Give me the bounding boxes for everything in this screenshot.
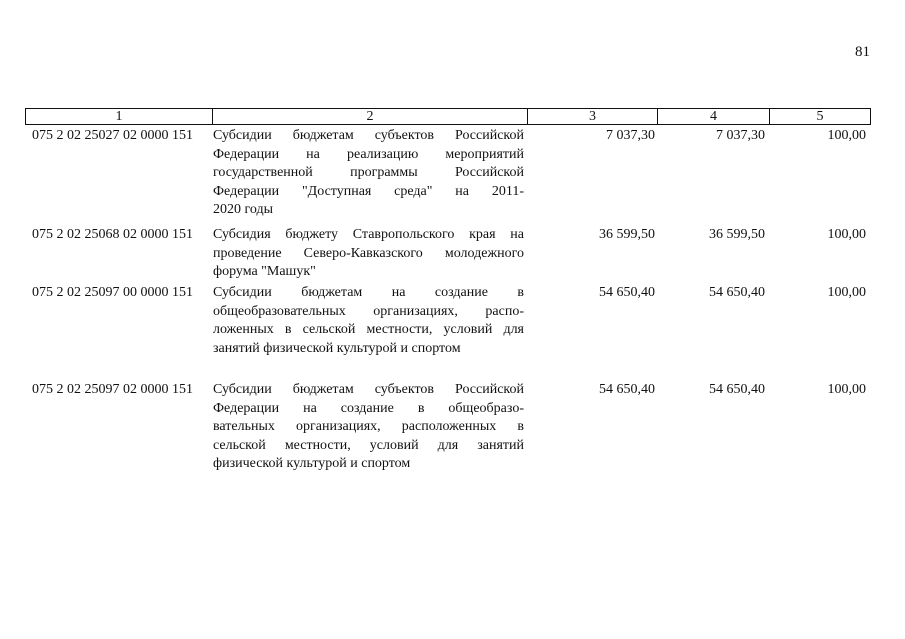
description-line: занятий физической культурой и спортом (213, 340, 461, 356)
value-col-5: 100,00 (827, 285, 866, 300)
column-header-2: 2 (213, 109, 528, 124)
value-col-4: 36 599,50 (709, 227, 765, 242)
row-description (213, 226, 524, 282)
description-line: государственной программы Российской (213, 165, 524, 181)
value-col-3: 54 650,40 (599, 285, 655, 300)
table-header-row (25, 108, 871, 125)
description-line: Субсидия бюджету Ставропольского края на (213, 227, 524, 242)
description-line: ложенных в сельской местности, условий для (213, 322, 524, 338)
column-header-3: 3 (528, 109, 658, 124)
budget-code: 075 2 02 25097 00 0000 151 (32, 285, 193, 300)
description-line: форума "Машук" (213, 264, 316, 280)
value-col-5: 100,00 (827, 382, 866, 397)
description-line: Субсидии бюджетам на создание в (213, 285, 524, 300)
budget-code: 075 2 02 25068 02 0000 151 (32, 227, 193, 242)
value-col-4: 54 650,40 (709, 285, 765, 300)
description-line: Федерации на создание в общеобразо- (213, 400, 524, 416)
description-line: физической культурой и спортом (213, 456, 411, 472)
description-line: вательных организациях, расположенных в (213, 419, 524, 435)
description-line: проведение Северо-Кавказского молодежного (213, 245, 524, 261)
row-description (213, 381, 524, 474)
description-line: общеобразовательных организациях, распо- (213, 303, 524, 319)
description-line: Федерации "Доступная среда" на 2011- (213, 183, 524, 199)
description-line: сельской местности, условий для занятий (213, 437, 524, 453)
column-header-4: 4 (658, 109, 770, 124)
value-col-3: 36 599,50 (599, 227, 655, 242)
page-number: 81 (855, 44, 870, 60)
value-col-4: 54 650,40 (709, 382, 765, 397)
description-line: Субсидии бюджетам субъектов Российской (213, 128, 524, 143)
description-line: 2020 годы (213, 202, 274, 218)
column-header-5: 5 (816, 109, 824, 124)
value-col-5: 100,00 (827, 128, 866, 143)
value-col-3: 54 650,40 (599, 382, 655, 397)
description-line: Субсидии бюджетам субъектов Российской (213, 382, 524, 397)
value-col-4: 7 037,30 (716, 128, 765, 143)
value-col-5: 100,00 (827, 227, 866, 242)
row-description (213, 284, 524, 358)
description-line: Федерации на реализацию мероприятий (213, 146, 524, 162)
row-description (213, 127, 524, 220)
value-col-3: 7 037,30 (606, 128, 655, 143)
budget-code: 075 2 02 25027 02 0000 151 (32, 128, 193, 143)
column-header-1: 1 (26, 109, 213, 124)
budget-code: 075 2 02 25097 02 0000 151 (32, 382, 193, 397)
